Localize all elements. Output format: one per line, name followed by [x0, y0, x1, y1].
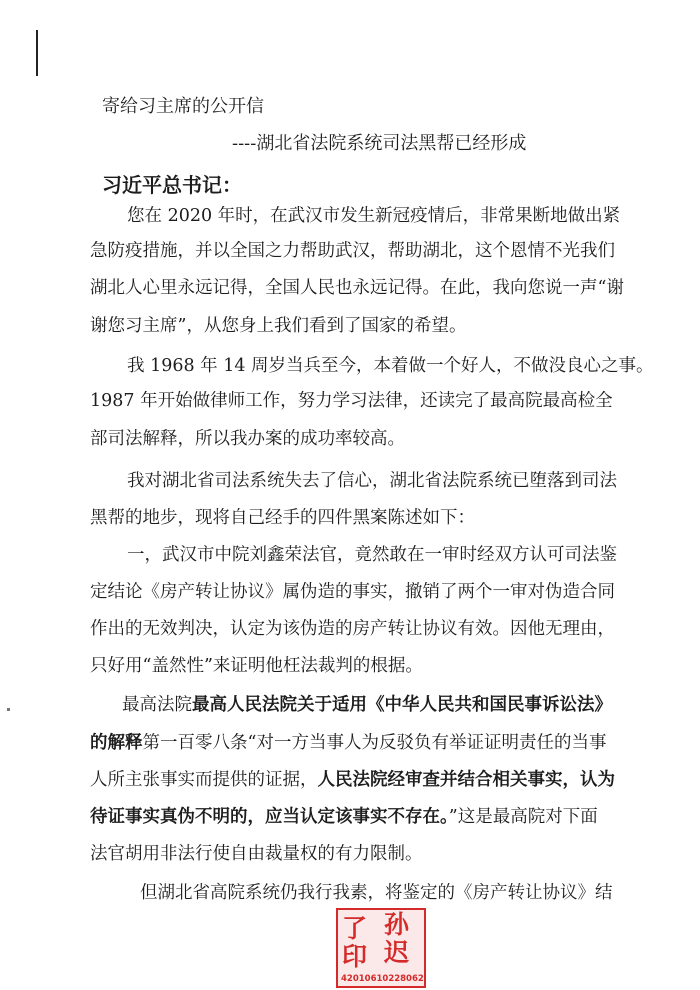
para2-line2: 1987 年开始做律师工作，努力学习法律，还读完了最高院最高检全	[90, 391, 613, 411]
para1-line1: 您在 2020 年时，在武汉市发生新冠疫情后，非常果断地做出紧	[127, 206, 621, 226]
seal-char-3: 印	[342, 942, 368, 971]
letter-title: 寄给习主席的公开信	[102, 96, 264, 117]
para5-line5: 法官胡用非法行使自由裁量权的有力限制。	[90, 844, 423, 864]
para1-line3: 湖北人心里永远记得，全国人民也永远记得。在此，我向您说一声“谢	[90, 278, 624, 298]
para5-line1	[122, 694, 612, 716]
para5-line4-bold: 待证事实真伪不明的，应当认定该事实不存在。	[90, 807, 449, 827]
seal-code: 42010610228062	[341, 974, 424, 984]
binder-dot	[7, 708, 10, 711]
para1-line2: 急防疫措施，并以全国之力帮助武汉，帮助湖北，这个恩情不光我们	[90, 241, 615, 261]
para5-line4	[90, 806, 598, 828]
para5-line2-rest: 第一百零八条“对一方当事人为反驳负有举证证明责任的当事	[142, 733, 607, 753]
binder-mark	[36, 30, 38, 76]
para1-line4: 谢您习主席”，从您身上我们看到了国家的希望。	[90, 316, 467, 336]
letter-subtitle: ----湖北省法院系统司法黑帮已经形成	[232, 133, 527, 154]
para6-line1: 但湖北省高院系统仍我行我素，将鉴定的《房产转让协议》结	[140, 883, 613, 903]
para4-line3: 作出的无效判决，认定为该伪造的房产转让协议有效。因他无理由，	[90, 619, 615, 639]
para5-line2	[90, 732, 606, 754]
para5-line3-bold: 人民法院经审查并结合相关事实，认为	[317, 770, 615, 790]
seal-char-4: 迟	[384, 938, 410, 967]
salutation: 习近平总书记：	[102, 173, 242, 197]
para3-line2: 黑帮的地步，现将自己经手的四件黑案陈述如下：	[90, 508, 475, 528]
red-seal-stamp	[336, 908, 426, 988]
para5-line3-start: 人所主张事实而提供的证据，	[90, 770, 318, 790]
para5-line1-start: 最高法院	[122, 695, 192, 715]
para5-line2-bold: 的解释	[90, 733, 143, 753]
para5-line4-rest: ”这是最高院对下面	[448, 807, 598, 827]
para5-line1-bold: 最高人民法院关于适用《中华人民共和国民事诉讼法》	[192, 695, 612, 715]
seal-char-1: 了	[342, 914, 368, 943]
para3-line1: 我对湖北省司法系统失去了信心，湖北省法院系统已堕落到司法	[127, 471, 617, 491]
para4-line4: 只好用“盖然性”来证明他枉法裁判的根据。	[90, 656, 423, 676]
para2-line3: 部司法解释，所以我办案的成功率较高。	[90, 429, 405, 449]
para4-line1: 一，武汉市中院刘鑫荣法官，竟然敢在一审时经双方认可司法鉴	[127, 545, 617, 565]
para4-line2: 定结论《房产转让协议》属伪造的事实，撤销了两个一审对伪造合同	[90, 582, 615, 602]
para2-line1: 我 1968 年 14 周岁当兵至今，本着做一个好人，不做没良心之事。	[127, 356, 654, 376]
para5-line3	[90, 769, 615, 791]
seal-char-2: 孙	[384, 910, 410, 939]
